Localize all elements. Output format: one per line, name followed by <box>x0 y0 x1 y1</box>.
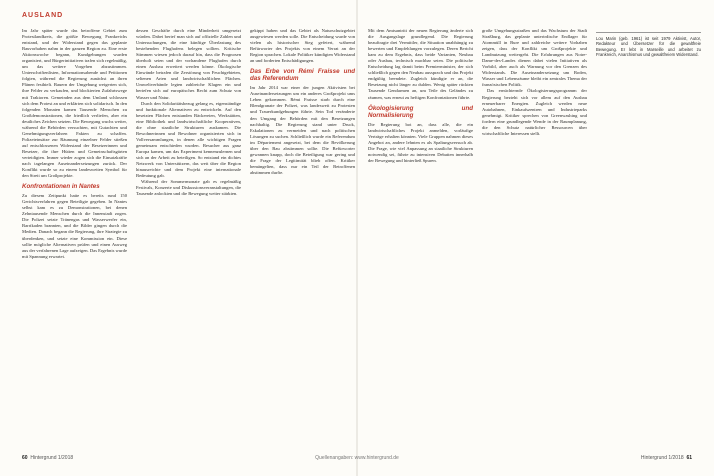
body-paragraph: gekippt haben und das Gebiet als Naturschutzgebiet ausgewiesen werden solle. Die Entscheidung wurde von vielen als historischer Sieg gefeiert, während Befürworter des Projekts von einem Verrat an der Region sprachen. Lokale Politiker kündigten Widerstand an und forderten Entschädigungen. <box>250 28 355 64</box>
body-paragraph: Im Jahr 2014 war einer der jungen Aktivisten bei Auseinandersetzungen um ein anderes Großprojekt ums Leben gekommen. Rémi Fraisse starb durch eine Blendgranate der Polizei, was landesweit zu Protesten und Trauerkundgebungen führte. Sein Tod veränderte den Umgang der Behörden mit den Besetzungen nachhaltig. Die Regierung stand unter Druck, Eskalationen zu vermeiden und nach politischen Lösungen zu suchen. Schließlich wurde ein Referendum im Département angesetzt, bei dem die Bevölkerung über den Bau abstimmen sollte. Die Befürworter gewannen knapp, doch die Beteiligung war gering und die Frage der Legitimität blieb offen. Kritiker bemängelten, dass nur ein Teil der Betroffenen abstimmen durfte. <box>250 85 355 175</box>
footer-right-label: Hintergrund 1/2018 <box>640 455 684 461</box>
text-column-3 <box>250 28 355 176</box>
body-paragraph: Während der Sommermonate gab es regelmäßig Festivals, Konzerte und Diskussionsveranstaltungen, die Tausende anlockten und die Bewegung weiter stärkten. <box>136 179 241 197</box>
text-column-5 <box>482 28 587 137</box>
body-paragraph: Im Jahr später wurde das betroffene Gebiet zum Protestlandkreis, die größte Bewegung Frankreichs entstand, und der Widerstand gegen das geplante Bauvorhaben nahm in der ganzen Region zu. Eine erste Aktionswoche begann, Kundgebungen wurden organisiert, und Bürgerinitiativen trafen sich regelmäßig, um das weitere Vorgehen abzustimmen. Unterschriftenlisten, Informationsabende und Petitionen folgten, während die Regierung zunächst an ihren Plänen festhielt. Bauern der Umgebung weigerten sich, ihre Felder zu verkaufen, und blockierten Zufahrtswege mit Traktoren. Gemeinden aus dem Umland schlossen sich dem Protest an und erklärten sich solidarisch. In den folgenden Monaten kamen Tausende Menschen zu Großdemonstrationen, die friedlich verliefen, aber ein deutliches Zeichen setzten. Die Bewegung wuchs weiter, während die Behörden versuchten, mit Gutachten und Genehmigungsverfahren Fakten zu schaffen. Polizeieinsätze zur Räumung einzelner Felder stießen auf entschlossenen Widerstand der Besetzerinnen und Besetzer, die ihre Hütten und Gemeinschaftsgärten verteidigten. Immer wieder zogen sich die Einsatzkräfte nach tagelangen Auseinandersetzungen zurück. Der Konflikt wurde so zu einem landesweiten Symbol für den Streit um Großprojekte. <box>22 28 127 179</box>
text-column-4 <box>368 28 473 164</box>
body-paragraph: Zu diesem Zeitpunkt hatte es bereits rund 150 Gerichtsverfahren gegen Beteiligte gegeben. In Nantes selbst kam es zu Demonstrationen, bei denen Zehntausende Menschen durch die Innenstadt zogen. Die Polizei setzte Tränengas und Wasserwerfer ein, Barrikaden brannten, und die Bilder gingen durch die Medien. Danach begann die Regierung, ihre Strategie zu überdenken, und setzte eine Kommission ein. Diese sollte mögliche Alternativen prüfen und einen Ausweg aus der verfahrenen Lage aufzeigen. Das Ergebnis wurde mit Spannung erwartet. <box>22 193 127 259</box>
body-paragraph: Das ernüchternde Ökologisierungsprogramm der Regierung bezieht sich vor allem auf den Ausbau erneuerbarer Energien. Zugleich werden neue Autobahnen, Einkaufszentren und Industrieparks genehmigt. Kritiker sprechen von Greenwashing und fordern eine grundlegende Wende in der Raumplanung, die den Schutz natürlicher Ressourcen über wirtschaftliche Interessen stellt. <box>482 88 587 136</box>
section-heading: Ökologisierung und Normalisierung <box>368 104 473 119</box>
text-column-6 <box>596 28 701 58</box>
section-heading: Konfrontationen in Nantes <box>22 183 100 191</box>
body-paragraph: Mit dem Amtsantritt der neuen Regierung änderte sich die Ausgangslage grundlegend. Die Regierung beauftragte drei Vermittler, die Situation unabhängig zu bewerten und Empfehlungen vorzulegen. Deren Bericht kam zu dem Ergebnis, dass beide Varianten, Neubau oder Ausbau, technisch machbar seien. Die politische Entscheidung lag damit beim Premierminister, der sich schließlich gegen den Neubau aussprach und das Projekt endgültig beendete. Zugleich kündigte er an, die Besetzung nicht länger zu dulden. Wenig später rückten Tausende Gendarmen an, um Teile des Geländes zu räumen, was erneut zu heftigen Konfrontationen führte. <box>368 28 473 100</box>
footer-right <box>641 455 692 461</box>
text-column-1 <box>22 28 127 260</box>
section-heading: Das Erbe von Rémi Fraisse und das Referendum <box>250 68 355 83</box>
body-paragraph: Die Regierung bot an, dass alle, die ein landwirtschaftliches Projekt anmelden, vorläufige Verträge erhalten könnten. Viele Gruppen nahmen dieses Angebot an, andere lehnten es als Spaltungsversuch ab. Die Frage, wie viel Anpassung an staatliche Strukturen notwendig sei, führte zu intensiven Debatten innerhalb der Bewegung und hinterließ Spuren. <box>368 121 473 163</box>
footer-sources <box>0 455 714 461</box>
section-label: AUSLAND <box>22 12 64 19</box>
footer-left-label: Hintergrund 1/2018 <box>30 455 74 461</box>
author-footnote: Lou Marin (geb. 1961) ist seit 1979 Aktivist, Autor, Redakteur und Übersetzer für die gewaltfreie Bewegung. Er lebt in Marseille und arbeitet zu Frankreich, Anarchismus und gewaltfreiem Widerstand. <box>596 32 701 58</box>
page-number-left: 60 <box>22 455 28 461</box>
body-paragraph: Durch den Solidaritätsbezug gelang es, eigenständige und funktionale Alternativen zu entwickeln. Auf den besetzten Flächen entstanden Bäckereien, Werkstätten, eine Bibliothek und landwirtschaftliche Kooperativen, die ohne staatliche Strukturen auskamen. Die Bewohnerinnen und Bewohner organisierten sich in Vollversammlungen, in denen alle wichtigen Fragen gemeinsam entschieden wurden. Besucher aus ganz Europa kamen, um das Experiment kennenzulernen und sich an der Arbeit zu beteiligen. So entstand ein dichtes Netzwerk von Unterstützern, das weit über die Region hinausreichte und dem Projekt eine internationale Bedeutung gab. <box>136 100 241 179</box>
text-column-2 <box>136 28 241 197</box>
page-number-right: 61 <box>686 455 692 461</box>
body-paragraph: große Umgehungsstraßen und das Wachstum der Stadt Straßburg, das geplante unterirdische Endlager für Atommüll in Bure und zahlreiche weitere Vorhaben zeigen, dass der Konflikt um Großprojekte und Landnutzung weitergeht. Die Erfahrungen aus Notre-Dame-des-Landes dienen dabei vielen Initiativen als Vorbild, aber auch als Warnung vor den Grenzen des Widerstands. Die Auseinandersetzung um Boden, Wasser und Lebensräume bleibt ein zentrales Thema der französischen Politik. <box>482 28 587 88</box>
page-gutter <box>356 0 358 476</box>
body-paragraph: dessen Geschäfte durch eine Minderheit umgesetzt würden. Dabei berief man sich auf offizielle Zahlen und Untersuchungen, die eine künftige Überlastung des bestehenden Flughafens belegen sollten. Kritische Stimmen wiesen jedoch darauf hin, dass die Prognosen überholt seien und der vorhandene Flughafen durch einen Ausbau erweitert werden könne. Ökologische Einwände betrafen die Zerstörung von Feuchtgebieten, seltenen Arten und landwirtschaftlichen Flächen. Umweltverbände legten zahlreiche Klagen ein und beriefen sich auf europäisches Recht zum Schutz von Wasser und Natur. <box>136 28 241 100</box>
footer-sources-label: Quellenangaben: www.hintergrund.de <box>315 455 399 461</box>
